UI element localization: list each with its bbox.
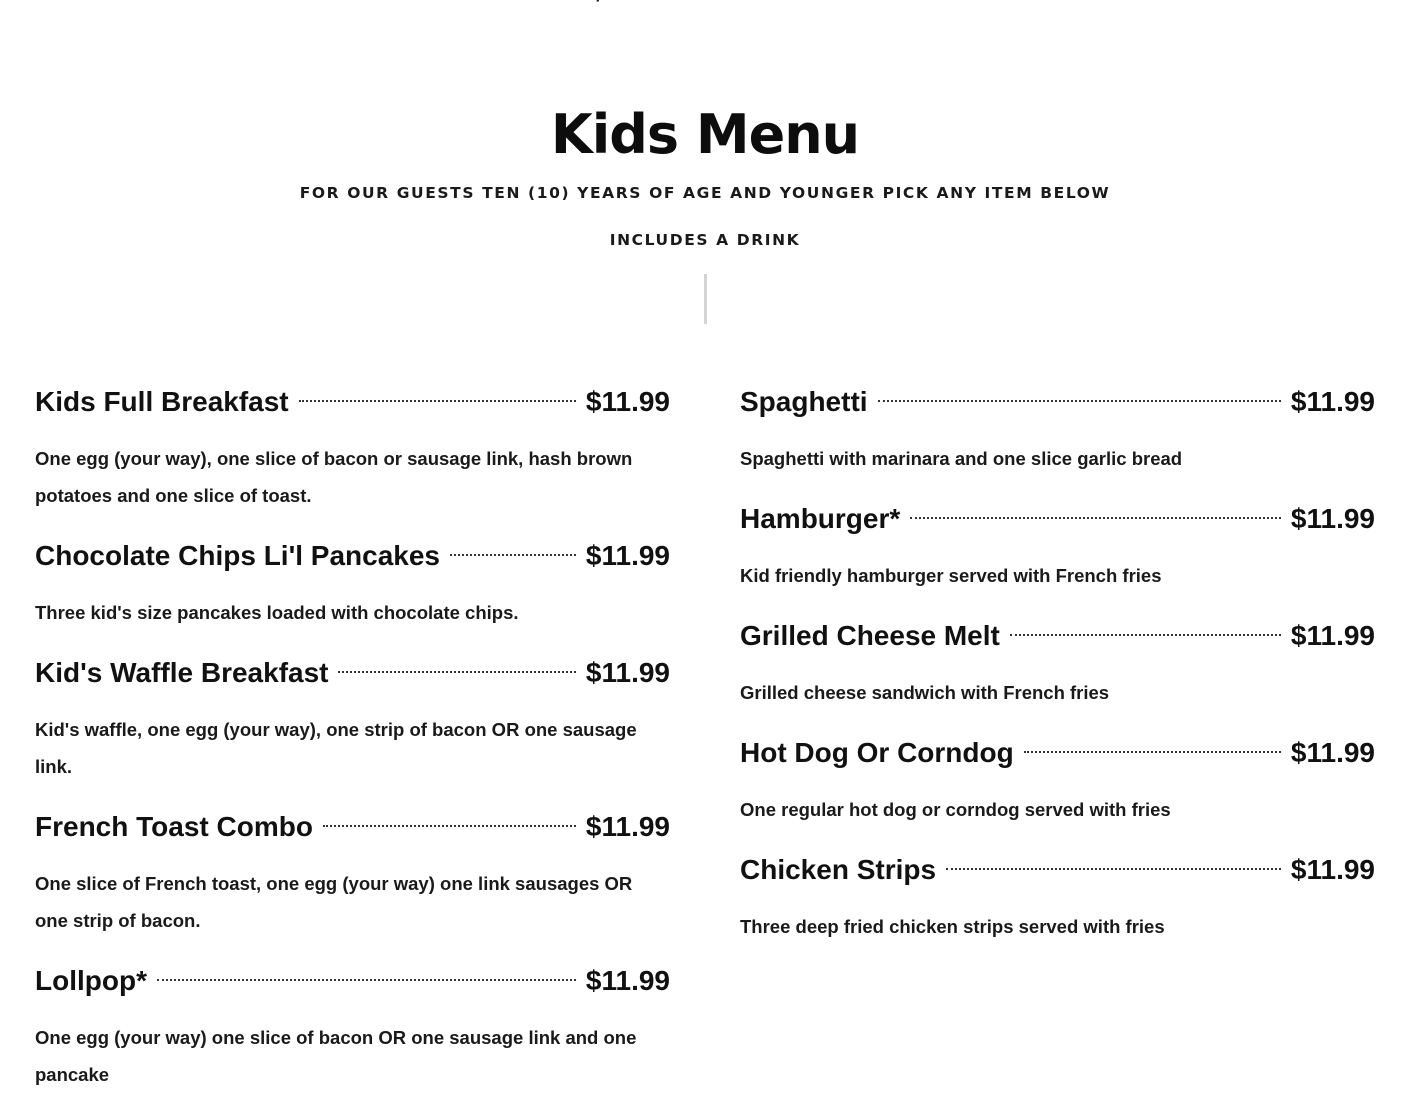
menu-item bbox=[740, 731, 1375, 828]
page-title: Kids Menu bbox=[550, 103, 860, 166]
menu-header bbox=[0, 100, 1410, 253]
dotted-leader bbox=[910, 517, 1281, 519]
menu-item bbox=[35, 534, 670, 631]
section-divider bbox=[704, 274, 707, 324]
dotted-leader bbox=[338, 671, 575, 673]
menu-item-header bbox=[740, 614, 1375, 658]
dotted-leader bbox=[299, 400, 576, 402]
menu-item-name: Chocolate Chips Li'l Pancakes bbox=[35, 540, 441, 571]
menu-item-price: $11.99 bbox=[1290, 386, 1375, 417]
menu-item bbox=[35, 380, 670, 514]
menu-item-header bbox=[35, 805, 670, 849]
menu-item-header bbox=[35, 651, 670, 695]
menu-item-description: Kid friendly hamburger served with French fries bbox=[740, 565, 1162, 586]
menu-item-price: $11.99 bbox=[1290, 503, 1375, 534]
menu-item-header bbox=[740, 497, 1375, 541]
dotted-leader bbox=[323, 825, 576, 827]
menu-item-description: Three deep fried chicken strips served with fries bbox=[740, 916, 1165, 937]
dotted-leader bbox=[946, 868, 1281, 870]
menu-item-description: Grilled cheese sandwich with French fries bbox=[740, 682, 1110, 703]
menu-item-name: Chicken Strips bbox=[740, 854, 937, 885]
menu-item-name: French Toast Combo bbox=[35, 811, 313, 842]
top-edge-mark bbox=[596, 0, 601, 2]
menu-column-left bbox=[35, 380, 670, 1113]
menu-item-price: $11.99 bbox=[585, 540, 670, 571]
menu-item-header bbox=[35, 959, 670, 1003]
dotted-leader bbox=[450, 554, 576, 556]
menu-item-header bbox=[740, 731, 1375, 775]
menu-item-header bbox=[740, 848, 1375, 892]
menu-item bbox=[740, 380, 1375, 477]
menu-item-description: One regular hot dog or corndog served with fries bbox=[740, 799, 1171, 820]
menu-item-name: Grilled Cheese Melt bbox=[740, 620, 1000, 651]
dotted-leader bbox=[1010, 634, 1281, 636]
menu-item-price: $11.99 bbox=[585, 386, 670, 417]
menu-item-name: Spaghetti bbox=[740, 386, 868, 417]
menu-column-right bbox=[740, 380, 1375, 965]
menu-item-description: Spaghetti with marinara and one slice garlic bread bbox=[740, 448, 1183, 469]
menu-item-price: $11.99 bbox=[585, 657, 670, 688]
menu-item-price: $11.99 bbox=[1290, 620, 1375, 651]
menu-item bbox=[35, 959, 670, 1093]
menu-subtitle: FOR OUR GUESTS TEN (10) YEARS OF AGE AND YOUNGER PICK ANY ITEM BELOW bbox=[299, 184, 1111, 202]
menu-item bbox=[35, 651, 670, 785]
menu-item-description: One slice of French toast, one egg (your way) one link sausages OR one strip of bacon. bbox=[35, 873, 633, 931]
menu-item-name: Kids Full Breakfast bbox=[35, 386, 289, 417]
dotted-leader bbox=[1024, 751, 1281, 753]
menu-item-name: Hamburger* bbox=[740, 503, 901, 534]
menu-item-description: One egg (your way) one slice of bacon OR one sausage link and one pancake bbox=[35, 1027, 637, 1085]
menu-item bbox=[35, 805, 670, 939]
menu-item bbox=[740, 614, 1375, 711]
menu-item-name: Lollpop* bbox=[35, 965, 147, 996]
menu-item-price: $11.99 bbox=[585, 965, 670, 996]
dotted-leader bbox=[878, 400, 1281, 402]
menu-item-price: $11.99 bbox=[1290, 737, 1375, 768]
dotted-leader bbox=[157, 979, 576, 981]
menu-item-header bbox=[740, 380, 1375, 424]
menu-item-description: Three kid's size pancakes loaded with chocolate chips. bbox=[35, 602, 519, 623]
menu-item bbox=[740, 497, 1375, 594]
menu-item-header bbox=[35, 380, 670, 424]
menu-item-price: $11.99 bbox=[1290, 854, 1375, 885]
menu-item-header bbox=[35, 534, 670, 578]
menu-item-description: Kid's waffle, one egg (your way), one strip of bacon OR one sausage link. bbox=[35, 719, 637, 777]
menu-item-name: Hot Dog Or Corndog bbox=[740, 737, 1014, 768]
menu-item-description: One egg (your way), one slice of bacon or sausage link, hash brown potatoes and one slice of toast. bbox=[35, 448, 633, 506]
menu-item-name: Kid's Waffle Breakfast bbox=[35, 657, 329, 688]
menu-drink-note: INCLUDES A DRINK bbox=[609, 231, 801, 249]
menu-item bbox=[740, 848, 1375, 945]
menu-item-price: $11.99 bbox=[585, 811, 670, 842]
